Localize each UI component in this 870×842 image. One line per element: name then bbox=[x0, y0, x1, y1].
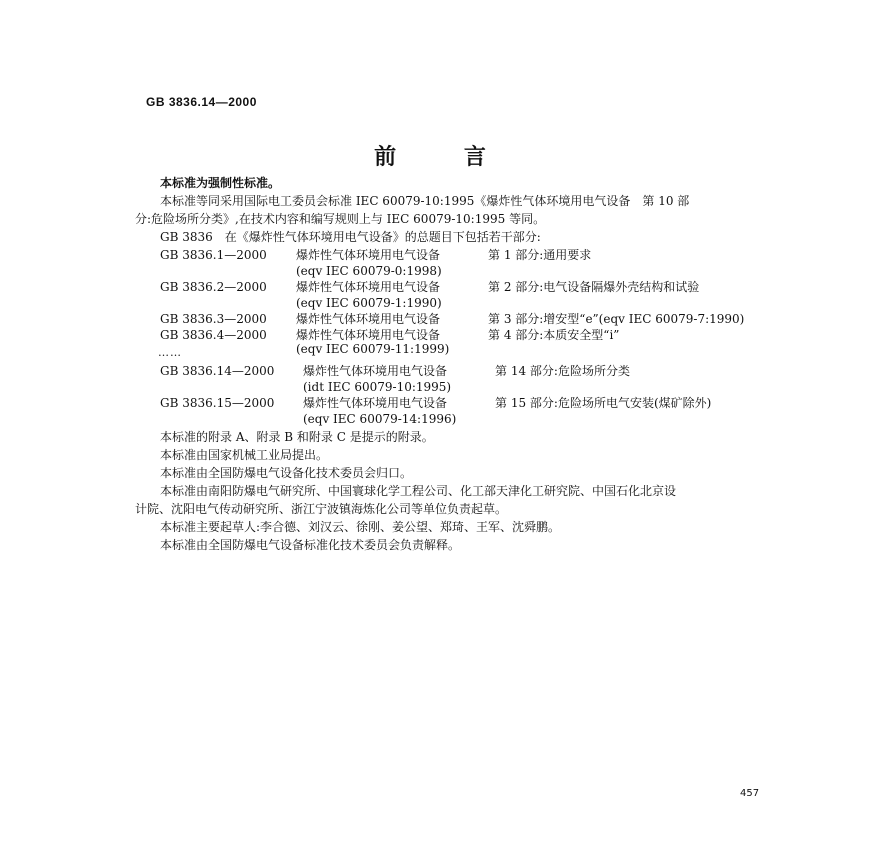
part-name: 爆炸性气体环境用电气设备 bbox=[296, 312, 441, 326]
part-row bbox=[160, 364, 630, 378]
part-name: 爆炸性气体环境用电气设备 bbox=[296, 280, 441, 294]
part-name: 爆炸性气体环境用电气设备 bbox=[296, 328, 441, 342]
part-code: GB 3836.2—2000 bbox=[160, 280, 267, 294]
part-code: GB 3836.1—2000 bbox=[160, 248, 267, 262]
ellipsis: …… bbox=[158, 346, 182, 359]
part-row bbox=[160, 396, 711, 410]
part-reference: (eqv IEC 60079-0:1998) bbox=[296, 264, 442, 278]
part-row bbox=[160, 280, 699, 294]
part-reference: (eqv IEC 60079-14:1996) bbox=[303, 412, 457, 426]
appendix-note: 本标准的附录 A、附录 B 和附录 C 是提示的附录。 bbox=[160, 430, 434, 444]
part-reference: (eqv IEC 60079-1:1990) bbox=[296, 296, 442, 310]
interpretation-note: 本标准由全国防爆电气设备标准化技术委员会负责解释。 bbox=[160, 538, 461, 552]
mandatory-statement: 本标准为强制性标准。 bbox=[160, 176, 281, 190]
part-title: 第 4 部分:本质安全型“i” bbox=[488, 328, 620, 342]
drafting-units-line-2: 计院、沈阳电气传动研究所、浙江宁波镇海炼化公司等单位负责起草。 bbox=[135, 502, 508, 516]
part-row bbox=[160, 312, 744, 326]
part-reference: (eqv IEC 60079-11:1999) bbox=[296, 342, 450, 356]
page-number: 457 bbox=[740, 788, 760, 799]
part-title: 第 15 部分:危险场所电气安装(煤矿除外) bbox=[495, 396, 712, 410]
part-reference: (idt IEC 60079-10:1995) bbox=[303, 380, 452, 394]
part-title: 第 2 部分:电气设备隔爆外壳结构和试验 bbox=[488, 280, 700, 294]
part-row bbox=[160, 328, 619, 342]
centralized-by: 本标准由全国防爆电气设备化技术委员会归口。 bbox=[160, 466, 413, 480]
series-intro: GB 3836 在《爆炸性气体环境用电气设备》的总题目下包括若干部分: bbox=[160, 230, 541, 244]
part-row bbox=[160, 248, 591, 262]
main-drafters: 本标准主要起草人:李合德、刘汉云、徐刚、姜公望、郑琦、王军、沈舜鹏。 bbox=[160, 520, 561, 534]
page-title: 前 言 bbox=[374, 144, 486, 170]
part-title: 第 3 部分:增安型“e”(eqv IEC 60079-7:1990) bbox=[488, 312, 745, 326]
drafting-units-line-1: 本标准由南阳防爆电气研究所、中国寰球化学工程公司、化工部天津化工研究院、中国石化北京设 bbox=[160, 484, 677, 498]
part-title: 第 1 部分:通用要求 bbox=[488, 248, 592, 262]
part-name: 爆炸性气体环境用电气设备 bbox=[296, 248, 441, 262]
part-title: 第 14 部分:危险场所分类 bbox=[495, 364, 630, 378]
equivalence-line-2: 分:危险场所分类》,在技术内容和编写规则上与 IEC 60079-10:1995 等同。 bbox=[135, 212, 546, 226]
part-code: GB 3836.15—2000 bbox=[160, 396, 275, 410]
part-code: GB 3836.4—2000 bbox=[160, 328, 267, 342]
equivalence-line-1: 本标准等同采用国际电工委员会标准 IEC 60079-10:1995《爆炸性气体环境用电气设备 第 10 部 bbox=[160, 194, 690, 208]
part-name: 爆炸性气体环境用电气设备 bbox=[303, 364, 448, 378]
part-code: GB 3836.14—2000 bbox=[160, 364, 275, 378]
part-code: GB 3836.3—2000 bbox=[160, 312, 267, 326]
proposed-by: 本标准由国家机械工业局提出。 bbox=[160, 448, 329, 462]
part-name: 爆炸性气体环境用电气设备 bbox=[303, 396, 448, 410]
document-header: GB 3836.14—2000 bbox=[146, 95, 257, 109]
